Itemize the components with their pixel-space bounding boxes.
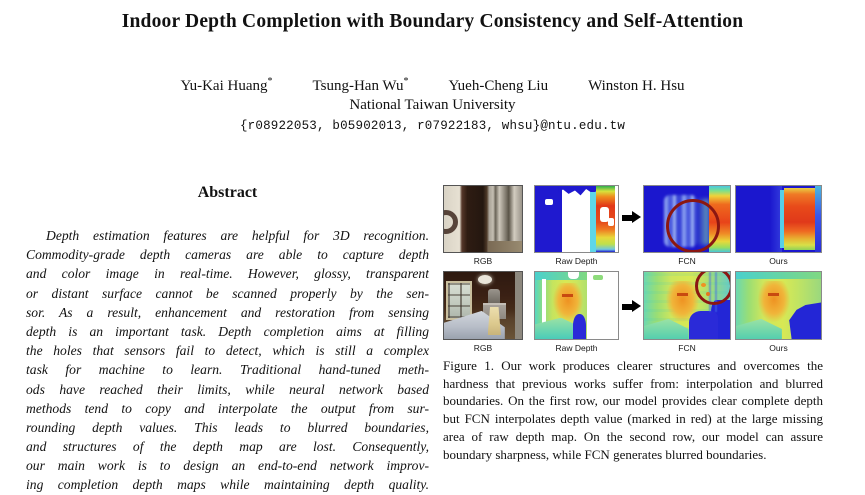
author-list — [0, 76, 865, 95]
abstract-line-partial: ing completion depth maps while maintaining depth quality. — [26, 477, 429, 493]
figure-image-rgb-row1 — [443, 185, 523, 253]
img-layer — [488, 241, 522, 252]
abstract-line: rounding depth values. This leads to blurred boundaries, — [26, 419, 429, 435]
img-layer — [537, 279, 551, 327]
figure-label: Ours — [769, 256, 788, 266]
figure-label: FCN — [678, 256, 696, 266]
author-name: Yueh-Cheng Liu — [448, 78, 549, 94]
abstract-section — [26, 180, 429, 495]
abstract-body — [26, 226, 429, 495]
img-layer — [545, 199, 553, 205]
author-name: Winston H. Hsu — [588, 78, 685, 94]
affiliation: National Taiwan University — [349, 97, 516, 113]
red-circle-annotation — [666, 199, 720, 253]
img-layer — [446, 281, 473, 320]
abstract-line: ods have reached their limits, while neural network based — [26, 381, 429, 397]
img-layer — [568, 272, 579, 279]
abstract-line: or distant surface cannot be scanned properly by the sen- — [26, 285, 429, 301]
author — [588, 76, 684, 95]
figure-image-raw-depth-row1 — [534, 185, 619, 253]
abstract-line: Depth estimation features are helpful for 3D recognition. — [46, 228, 429, 243]
img-layer — [535, 186, 562, 252]
img-layer — [515, 272, 522, 339]
img-layer — [608, 218, 614, 226]
author-footnote-mark: * — [267, 76, 273, 87]
figure-label: RGB — [473, 256, 493, 266]
img-layer — [677, 293, 688, 296]
figure-image-ours-row2 — [735, 271, 822, 340]
img-layer — [478, 275, 492, 284]
arrow-head — [632, 211, 641, 223]
figure-label: Raw Depth — [555, 256, 598, 266]
img-layer — [758, 281, 790, 321]
abstract-line: the holes that sensors fail to detect, which is still a complex — [26, 343, 429, 359]
figure-image-fcn-row1 — [643, 185, 731, 253]
abstract-line: and structures of the depth map are lost. Consequently, — [26, 439, 429, 455]
abstract-line: and color image in real-time. However, glossy, transparent — [26, 266, 429, 282]
img-layer — [443, 210, 458, 234]
abstract-line: our main work is to design an end-to-end network improv- — [26, 458, 429, 474]
img-layer — [562, 294, 573, 297]
img-layer — [736, 272, 821, 279]
img-layer — [488, 289, 500, 302]
author-name: Yu-Kai Huang — [180, 78, 268, 94]
abstract-line: Commodity-grade depth cameras are able to capture depth — [26, 247, 429, 263]
img-layer — [768, 293, 779, 296]
img-layer — [593, 275, 603, 280]
img-layer — [587, 272, 618, 339]
arrow-shaft — [622, 215, 632, 221]
figure-label: RGB — [473, 343, 493, 353]
img-layer — [815, 186, 821, 252]
figure-label: FCN — [678, 343, 696, 353]
img-layer — [573, 314, 586, 339]
figure-image-fcn-row2 — [643, 271, 731, 340]
figure-1 — [443, 180, 823, 483]
figure-image-ours-row1 — [735, 185, 822, 253]
abstract-line: depth is an important task. Depth completion aims at filling — [26, 323, 429, 339]
figure-image-rgb-row2 — [443, 271, 523, 340]
arrow-shaft — [622, 304, 632, 310]
abstract-line: methods tend to copy and interpolate the output from sur- — [26, 400, 429, 416]
figure-image-raw-depth-row2 — [534, 271, 619, 340]
email-line: {r08922053, b05902013, r07922183, whsu}@ntu.edu.tw — [239, 119, 626, 133]
author-name: Tsung-Han Wu — [312, 78, 404, 94]
author — [180, 76, 272, 95]
img-layer — [784, 188, 815, 250]
abstract-line: sor. As a result, enhancement and restoration from sensing — [26, 304, 429, 320]
figure-label: Raw Depth — [555, 343, 598, 353]
arrow-right-icon — [622, 300, 641, 313]
arrow-right-icon — [622, 211, 641, 224]
img-layer — [590, 192, 597, 252]
author-footnote-mark: * — [403, 76, 409, 87]
author — [449, 76, 549, 95]
paper-title: Indoor Depth Completion with Boundary Consistency and Self-Attention — [121, 11, 744, 32]
red-circle-annotation — [695, 271, 731, 305]
arrow-head — [632, 300, 641, 312]
img-layer — [689, 311, 718, 339]
abstract-heading: Abstract — [197, 184, 258, 201]
img-layer — [736, 319, 782, 339]
figure-caption: Figure 1. Our work produces clearer structures and overcomes the hardness that previous works suffer from: interpolation and blurred boundaries. On the first row, our model provides clear complete depth but FCN interpolates depth value (marked in red) at the large missing area of raw depth map. On the second row, our model can assure boundary sharpness, while FCN generates blurred boundaries. — [443, 358, 823, 462]
author — [313, 76, 409, 95]
abstract-line: task for machine to learn. Traditional hand-tuned meth- — [26, 362, 429, 378]
figure-label: Ours — [769, 343, 788, 353]
